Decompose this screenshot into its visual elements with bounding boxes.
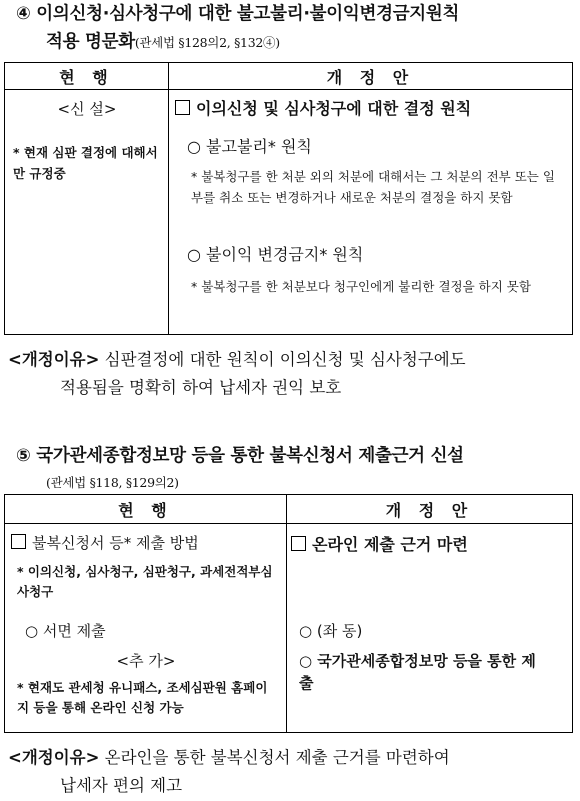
section-4-reason: <개정이유> 심판결정에 대한 원칙이 이의신청 및 심사청구에도 — [8, 350, 466, 369]
revised-heading: 이의신청 및 심사청구에 대한 결정 원칙 — [175, 96, 471, 119]
section-4-reason-cont: 적용됨을 명확히 하여 납세자 권익 보호 — [60, 378, 342, 397]
current-add-note: * 현재도 관세청 유니패스, 조세심판원 홈페이지 등을 통해 온라인 신청 가능 — [17, 680, 268, 715]
revised-item-online: ○ 국가관세종합정보망 등을 통한 제출 — [299, 652, 536, 692]
circle-bullet-icon: ○ — [187, 245, 207, 264]
current-new-label: <신 설> — [57, 100, 117, 118]
section-5-subtitle: (관세법 §118, §129의2) — [46, 475, 179, 490]
section-4-title: ④ 이의신청·심사청구에 대한 불고불리·불이익변경금지원칙 — [16, 4, 460, 24]
column-header-revised: 개 정 안 — [287, 495, 573, 524]
section-5-reason: <개정이유> 온라인을 통한 불복신청서 제출 근거를 마련하여 — [8, 748, 450, 767]
principle-1-title: ○ 불고불리* 원칙 — [187, 137, 312, 156]
section-5-reason-cont: 납세자 편의 제고 — [60, 776, 183, 795]
revised-item-same: ○ (좌 동) — [299, 622, 363, 640]
checkbox-square-icon — [11, 534, 26, 549]
principle-1-note: * 불복청구를 한 처분 외의 처분에 대해서는 그 처분의 전부 또는 일부를 취소 또는 변경하거나 새로운 처분의 결정을 하지 못함 — [191, 169, 555, 205]
column-header-current: 현 행 — [5, 63, 169, 90]
section-5-table — [4, 494, 573, 733]
current-note: * 현재 심판 결정에 대해서만 규정중 — [13, 145, 158, 181]
current-note: * 이의신청, 심사청구, 심판청구, 과세전적부심사청구 — [17, 564, 273, 599]
circle-bullet-icon: ○ — [187, 137, 207, 156]
section-4-table — [4, 62, 573, 335]
section-4-subtitle: 적용 명문화(관세법 §128의2, §132④) — [46, 32, 280, 52]
current-item-written: ○ 서면 제출 — [25, 622, 106, 640]
principle-2-title: ○ 불이익 변경금지* 원칙 — [187, 245, 364, 264]
principle-2-note: * 불복청구를 한 처분보다 청구인에게 불리한 결정을 하지 못함 — [191, 279, 531, 294]
section-5-title: ⑤ 국가관세종합정보망 등을 통한 불복신청서 제출근거 신설 — [16, 446, 464, 466]
revised-heading: 온라인 제출 근거 마련 — [291, 532, 468, 555]
current-heading: 불복신청서 등* 제출 방법 — [11, 532, 199, 553]
column-header-current: 현 행 — [5, 495, 287, 524]
checkbox-square-icon — [175, 100, 190, 115]
checkbox-square-icon — [291, 536, 306, 551]
current-add-label: <추 가> — [116, 652, 176, 670]
column-header-revised: 개 정 안 — [169, 63, 573, 90]
